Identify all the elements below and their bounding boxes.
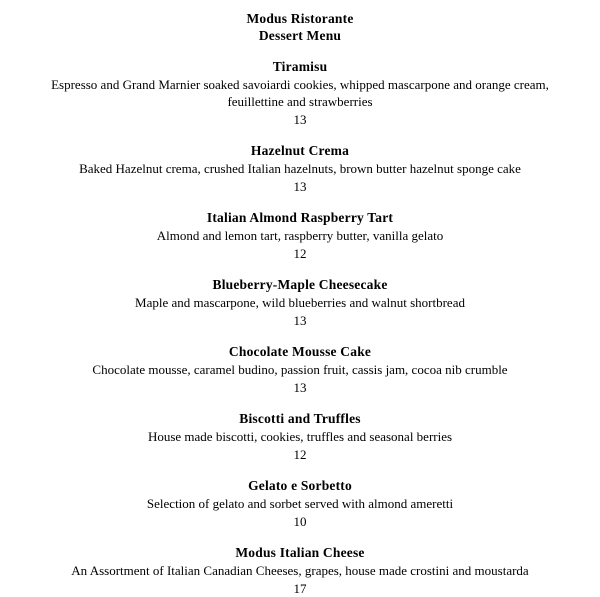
menu-item-price: 13 [293, 313, 307, 328]
menu-item [18, 477, 582, 530]
menu-item-name: Modus Italian Cheese [235, 545, 365, 560]
menu-item-price: 10 [293, 514, 307, 529]
menu-item-name: Blueberry-Maple Cheesecake [212, 277, 388, 292]
menu-item-description: Maple and mascarpone, wild blueberries and walnut shortbread [135, 295, 465, 310]
menu-item [18, 410, 582, 463]
menu-item-name: Italian Almond Raspberry Tart [206, 210, 394, 225]
menu-item-description: An Assortment of Italian Canadian Cheeses, grapes, house made crostini and moustarda [71, 563, 529, 578]
menu-item-name: Biscotti and Truffles [239, 411, 361, 426]
menu-item-description: Chocolate mousse, caramel budino, passion fruit, cassis jam, cocoa nib crumble [92, 362, 508, 377]
menu-item-description: Espresso and Grand Marnier soaked savoiardi cookies, whipped mascarpone and orange cream, feuillettine and strawberries [51, 77, 549, 109]
menu-item-price: 13 [293, 380, 307, 395]
menu-item [18, 142, 582, 195]
menu-item-name: Tiramisu [272, 59, 328, 74]
menu-title: Dessert Menu [258, 28, 342, 43]
menu-item-price: 13 [293, 179, 307, 194]
menu-item [18, 58, 582, 128]
menu-item [18, 209, 582, 262]
menu-item-description: House made biscotti, cookies, truffles and seasonal berries [147, 429, 453, 444]
menu-item-price: 12 [293, 246, 307, 261]
menu-item-price: 12 [293, 447, 307, 462]
menu-item-description: Almond and lemon tart, raspberry butter, vanilla gelato [156, 228, 444, 243]
restaurant-name: Modus Ristorante [246, 11, 354, 26]
menu-item-name: Chocolate Mousse Cake [228, 344, 372, 359]
menu-item [18, 276, 582, 329]
menu-header [18, 10, 582, 44]
menu-item-description: Baked Hazelnut crema, crushed Italian hazelnuts, brown butter hazelnut sponge cake [79, 161, 521, 176]
menu-item-price: 17 [293, 581, 307, 596]
menu-item [18, 343, 582, 396]
menu-item-price: 13 [293, 112, 307, 127]
menu-item-name: Hazelnut Crema [250, 143, 350, 158]
menu-item-name: Gelato e Sorbetto [248, 478, 352, 493]
menu-item-description: Selection of gelato and sorbet served with almond ameretti [146, 496, 454, 511]
menu-item [18, 544, 582, 597]
